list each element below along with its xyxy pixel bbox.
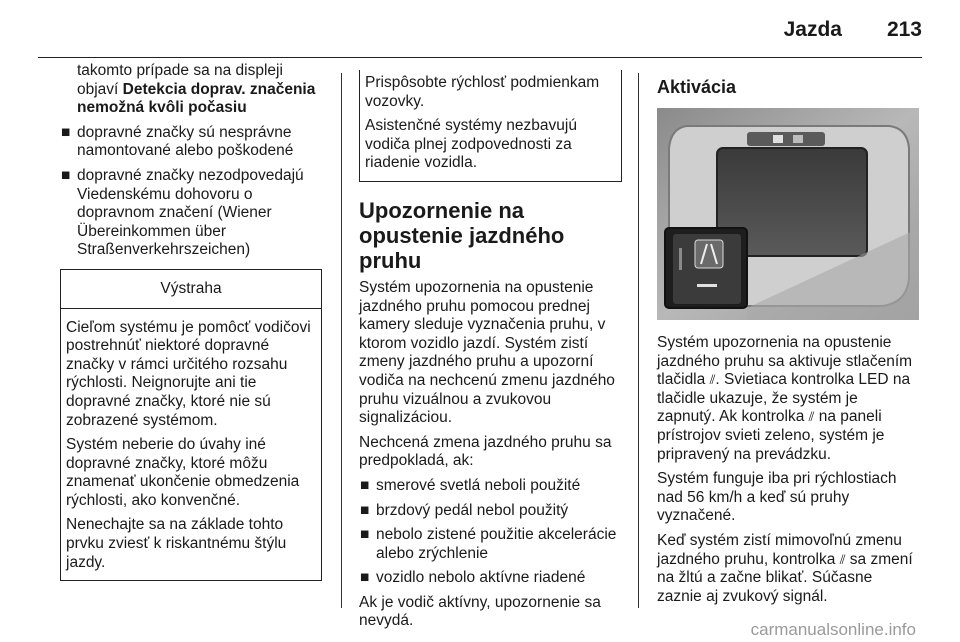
bullet-icon: ■	[360, 569, 370, 587]
intro-text: takomto prípade sa na displeji objaví Detekcia doprav. značenia nemožná kvôli počasiu	[77, 62, 316, 117]
column-2	[359, 62, 622, 637]
column-divider	[638, 73, 639, 608]
paragraph: Systém upozornenia na opustenie jazdného pruhu pomocou prednej kamery sleduje vyznačenia pruhu, v ktorom vozidlo jazdí. Systém zistí zmeny jazdného pruhu a upozorní vodiča na nechcenú zmenu jazdného pruhu vizuálnou a zvukovou signalizáciou.	[359, 278, 615, 427]
column-3	[657, 62, 920, 612]
paragraph: Ak je vodič aktívny, upozornenie sa nevydá.	[359, 593, 601, 630]
list-item: ■ dopravné značky nezodpovedajú Viedenskému dohovoru o dopravnom značení (Wiener Übereinkommen über Straßenverkehrszeichen)	[61, 166, 304, 259]
watermark: carmanualsonline.info	[750, 620, 916, 639]
list-item: ■ nebolo zistené použitie akcelerácie alebo zrýchlenie	[360, 526, 617, 562]
page-number: 213	[886, 18, 922, 41]
column-1	[60, 62, 322, 581]
paragraph: Systém upozornenia na opustenie jazdného pruhu sa aktivuje stlačením tlačidla ⫽. Svietiaca kontrolka LED na tlačidle ukazuje, že systém je zapnutý. Ak kontrolka ⫽ na paneli prístrojov svieti zeleno, systém je pripravený na prevádzku.	[657, 334, 913, 463]
section-heading: Aktivácia	[657, 77, 737, 97]
display-message-cont: nemožná kvôli počasiu	[77, 99, 247, 117]
bullet-icon: ■	[61, 123, 71, 141]
list-item: ■ smerové svetlá neboli použité	[360, 476, 581, 494]
bullet-icon: ■	[360, 476, 370, 494]
warning-title: Výstraha	[61, 270, 321, 309]
column-divider	[341, 73, 342, 608]
bullet-icon: ■	[360, 501, 370, 519]
dashboard-photo	[657, 108, 919, 320]
caution-box-continued: Prispôsobte rýchlosť podmienkam vozovky. Asistenčné systémy nezbavujú vodiča plnej zodpovednosti za riadenie vozidla.	[359, 70, 622, 182]
warning-body: Cieľom systému je pomôcť vodičovi postrehnúť niektoré dopravné značky v rámci určitého rozsahu rýchlosti. Neignorujte ani tie dopravné značky, ktoré nie sú zobrazené systémom. Systém neberie do úvahy iné dopravné značky, ktoré môžu znamenať ukončenie obmedzenia rýchlosti, ako konvenčné. Nenechajte sa na základe tohto prvku zviesť k riskantnému štýlu jazdy.	[66, 318, 311, 571]
section-heading: Upozornenie na opustenie jazdného pruhu	[359, 197, 565, 273]
list-item: ■ brzdový pedál nebol použitý	[360, 501, 569, 519]
display-message: Detekcia doprav. značenia	[122, 80, 316, 98]
list-item: ■ vozidlo nebolo aktívne riadené	[360, 569, 586, 587]
paragraph: Keď systém zistí mimovoľnú zmenu jazdného pruhu, kontrolka ⫽ sa zmení na žltú a začne blikať. Súčasne zaznie aj zvukový signál.	[657, 531, 913, 605]
list-item: ■ dopravné značky sú nesprávne namontované alebo poškodené	[61, 123, 294, 160]
dashboard-illustration	[657, 108, 919, 320]
bullet-icon: ■	[61, 166, 71, 184]
chapter-title: Jazda	[783, 18, 842, 41]
header-rule	[38, 57, 922, 58]
page-header	[0, 0, 960, 58]
lane-departure-icon: ⫽	[709, 372, 716, 388]
paragraph: Nechcená zmena jazdného pruhu sa predpokladá, ak:	[359, 433, 612, 470]
lane-departure-icon: ⫽	[839, 551, 846, 567]
lane-departure-icon: ⫽	[808, 409, 815, 425]
paragraph: Systém funguje iba pri rýchlostiach nad 56 km/h a keď sú pruhy vyznačené.	[657, 470, 897, 525]
warning-box	[60, 269, 322, 581]
bullet-icon: ■	[360, 526, 370, 544]
